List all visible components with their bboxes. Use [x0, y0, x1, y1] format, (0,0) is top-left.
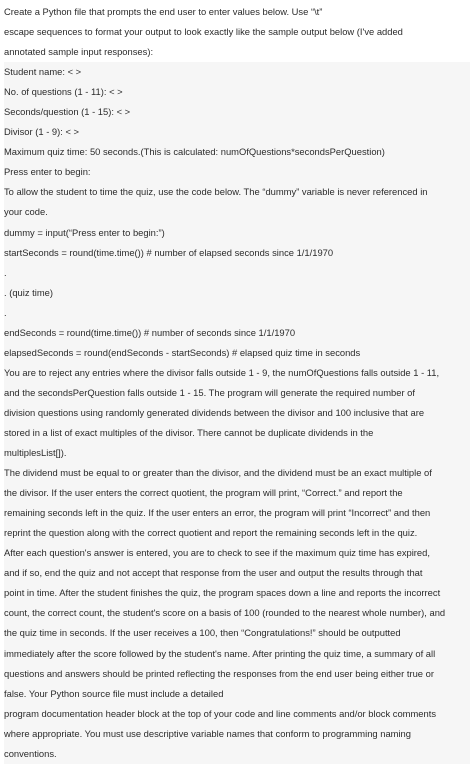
- text-line-29: and if so, end the quiz and not accept that response from the user and output the results through that: [4, 563, 470, 583]
- text-line-23: multiplesList[]).: [4, 443, 470, 463]
- text-line-33: immediately after the score followed by the student's name. After printing the quiz time, a summary of all: [4, 644, 470, 664]
- sample-seconds-per-question: Seconds/question (1 - 15): < >: [4, 102, 470, 122]
- text-line-24: The dividend must be equal to or greater than the divisor, and the dividend must be an exact multiple of: [4, 463, 470, 483]
- text-line-35: false. Your Python source file must include a detailed: [4, 684, 470, 704]
- text-line-30: point in time. After the student finishes the quiz, the program spaces down a line and reports the incorrect: [4, 583, 470, 603]
- text-line-20: and the secondsPerQuestion falls outside 1 - 15. The program will generate the required number of: [4, 383, 470, 403]
- code-dot-1: .: [4, 263, 470, 283]
- text-line-37: where appropriate. You must use descriptive variable names that conform to programming naming: [4, 724, 470, 744]
- code-end-seconds: endSeconds = round(time.time()) # number of seconds since 1/1/1970: [4, 323, 470, 343]
- code-elapsed-seconds: elapsedSeconds = round(endSeconds - startSeconds) # elapsed quiz time in seconds: [4, 343, 470, 363]
- text-line-3: annotated sample input responses):: [4, 46, 154, 58]
- text-line-36: program documentation header block at the top of your code and line comments and/or block comments: [4, 704, 470, 724]
- sample-divisor: Divisor (1 - 9): < >: [4, 122, 470, 142]
- text-line-22: stored in a list of exact multiples of the divisor. There cannot be duplicate dividends in the: [4, 423, 470, 443]
- code-dot-2: .: [4, 303, 470, 323]
- text-line-27: reprint the question along with the correct quotient and report the remaining seconds left in the quiz.: [4, 523, 470, 543]
- text-line-1: Create a Python file that prompts the end user to enter values below. Use “\t”: [4, 6, 323, 17]
- text-line-32: the quiz time in seconds. If the user receives a 100, then “Congratulations!” should be outputted: [4, 623, 470, 643]
- code-start-seconds: startSeconds = round(time.time()) # number of elapsed seconds since 1/1/1970: [4, 243, 470, 263]
- code-dummy-input: dummy = input(“Press enter to begin:”): [4, 223, 470, 243]
- text-line-10: To allow the student to time the quiz, use the code below. The “dummy” variable is never referenced in: [4, 182, 470, 202]
- text-line-19: You are to reject any entries where the divisor falls outside 1 - 9, the numOfQuestions falls outside 1 - 11,: [4, 363, 470, 383]
- code-quiz-time: . (quiz time): [4, 283, 470, 303]
- text-line-11: your code.: [4, 202, 470, 222]
- text-line-34: questions and answers should be printed reflecting the responses from the end user being either true or: [4, 664, 470, 684]
- text-line-28: After each question's answer is entered, you are to check to see if the maximum quiz time has expired,: [4, 543, 470, 563]
- text-line-2: escape sequences to format your output to look exactly like the sample output below (I've added: [4, 26, 403, 38]
- text-line-25: the divisor. If the user enters the correct quotient, the program will print, “Correct.” and report the: [4, 483, 470, 503]
- text-line-21: division questions using randomly generated dividends between the divisor and 100 inclusive that are: [4, 403, 470, 423]
- sample-student-name: Student name: < >: [4, 62, 470, 82]
- text-line-26: remaining seconds left in the quiz. If the user enters an error, the program will print “Incorrect” and then: [4, 503, 470, 523]
- text-line-38: conventions.: [4, 744, 470, 764]
- text-line-31: count, the correct count, the student's score on a basis of 100 (rounded to the nearest whole number), and: [4, 603, 470, 623]
- sample-max-quiz-time: Maximum quiz time: 50 seconds.(This is calculated: numOfQuestions*secondsPerQuestion): [4, 142, 470, 162]
- sample-num-questions: No. of questions (1 - 11): < >: [4, 82, 470, 102]
- sample-press-enter: Press enter to begin:: [4, 162, 470, 182]
